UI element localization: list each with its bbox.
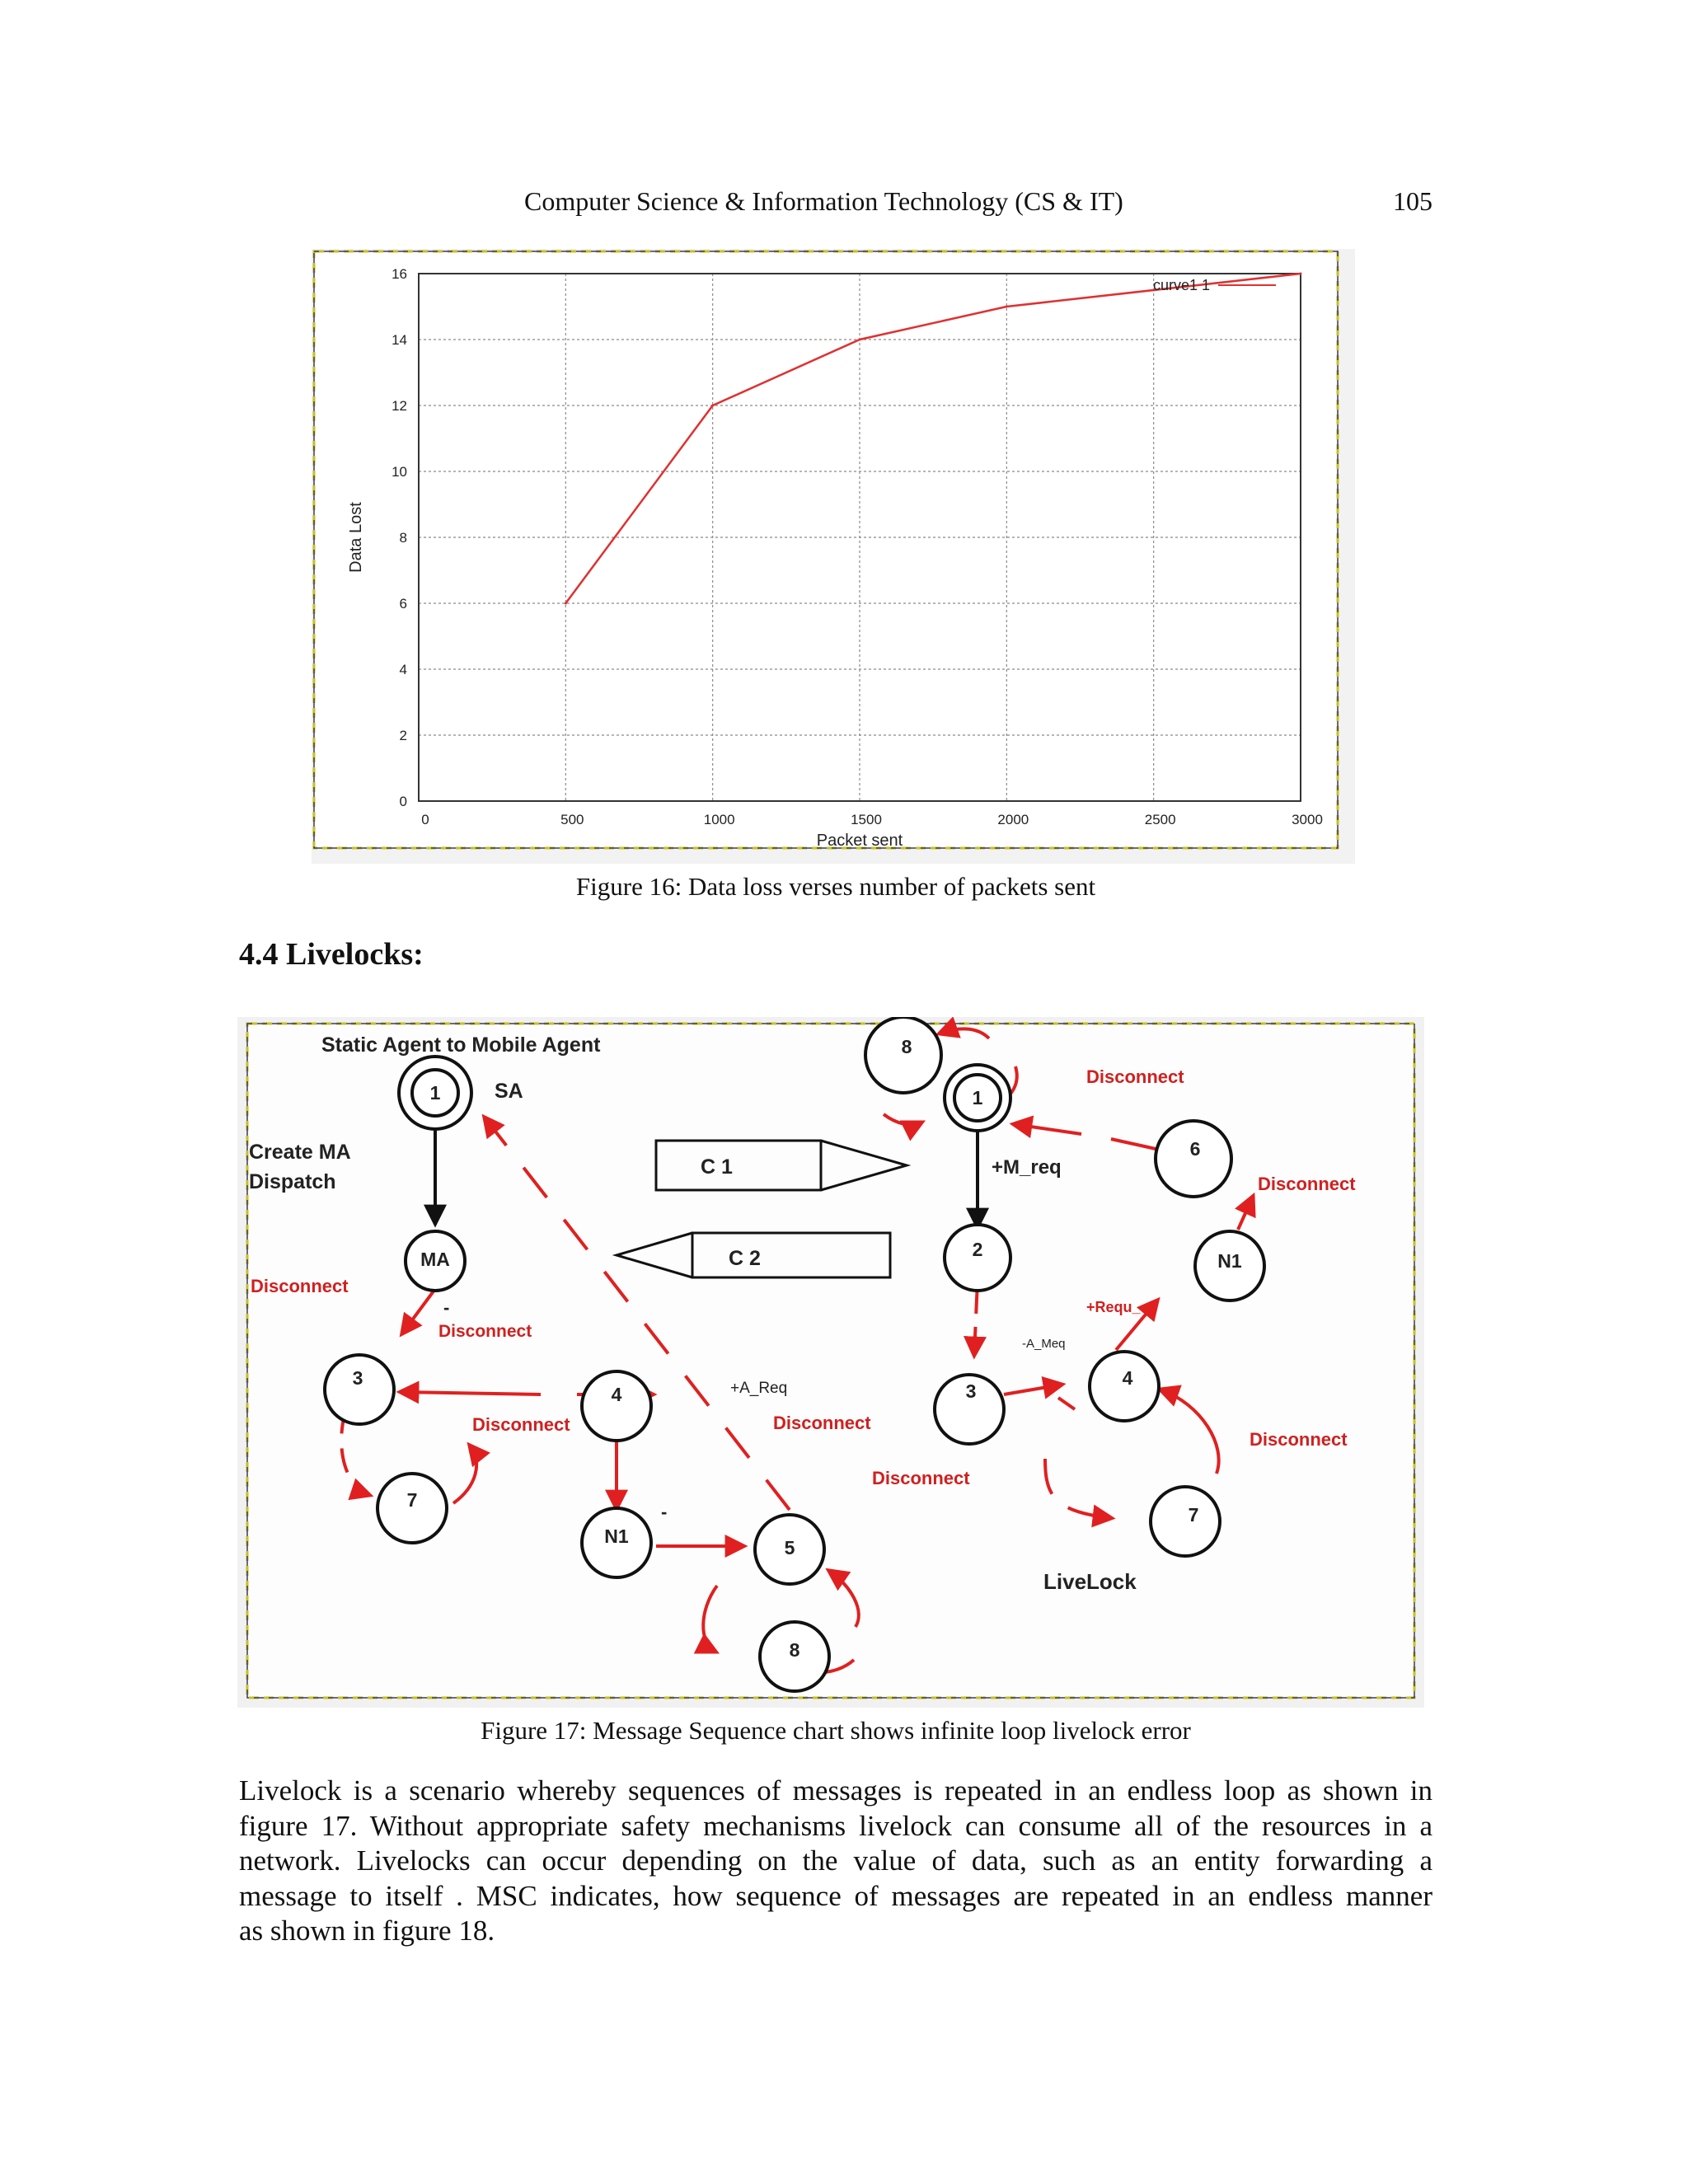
label-sa: SA: [495, 1080, 523, 1103]
data-point: [711, 405, 714, 407]
body-line: message to itself . MSC indicates, how sequence of messages are repeated in an endless manner: [239, 1879, 1432, 1912]
y-tick-label: 12: [392, 398, 407, 414]
figure-16-caption: Figure 16: Data loss verses number of packets sent: [575, 872, 1096, 901]
livelock-diagram: [237, 1017, 1424, 1708]
diagram-title: Static Agent to Mobile Agent: [321, 1033, 601, 1057]
figure-17: [237, 1017, 1424, 1708]
journal-title: Computer Science & Information Technology (CS & IT): [524, 186, 1123, 216]
label-livelock: LiveLock: [1043, 1569, 1137, 1594]
body-line: Livelock is a scenario whereby sequences of messages is repeated in an endless loop as shown in: [239, 1774, 1432, 1807]
data-point: [565, 602, 567, 605]
body-paragraph: [239, 1774, 1432, 1949]
y-tick-label: 8: [399, 530, 407, 546]
node-r6-label: 6: [1189, 1138, 1201, 1160]
page-number: 105: [1393, 186, 1432, 216]
label-dispatch: Dispatch: [249, 1170, 336, 1193]
node-7-label: 7: [406, 1489, 418, 1511]
y-tick-label: 16: [392, 266, 407, 282]
label-disconnect-ma: Disconnect: [251, 1276, 349, 1296]
x-tick-label: 2000: [997, 812, 1029, 827]
y-tick-label: 10: [392, 464, 407, 480]
node-r7-label: 7: [1188, 1504, 1199, 1526]
x-tick-label: 500: [560, 812, 584, 827]
body-line: network. Livelocks can occur depending on the value of data, such as an entity forwarding a: [239, 1844, 1432, 1877]
label-disconnect-4: Disconnect: [472, 1414, 570, 1435]
body-line: figure 17. Without appropriate safety mechanisms livelock can consume all of the resources in a: [239, 1809, 1432, 1842]
data-point: [1006, 306, 1008, 308]
data-loss-chart: [312, 249, 1355, 864]
label-a-meq: -A_Meq: [1022, 1337, 1066, 1351]
figure-16-frame: [314, 251, 1338, 848]
node-ma-label: MA: [420, 1249, 450, 1270]
x-axis-label: Packet sent: [816, 832, 903, 850]
label-create-ma: Create MA: [249, 1141, 351, 1164]
label-m-req: +M_req: [992, 1156, 1062, 1179]
node-r7: [1151, 1487, 1220, 1556]
node-4-label: 4: [611, 1384, 622, 1405]
label-c2: C 2: [729, 1247, 761, 1270]
label-disconnect-r7: Disconnect: [1250, 1429, 1348, 1450]
node-8-label: 8: [789, 1639, 800, 1661]
node-5-label: 5: [784, 1537, 795, 1558]
label-minus-ma: -: [443, 1297, 450, 1318]
label-disconnect-mid: Disconnect: [773, 1413, 871, 1433]
node-r8-label: 8: [901, 1036, 912, 1057]
label-a-req: +A_Req: [730, 1380, 788, 1397]
y-tick-label: 2: [399, 728, 407, 743]
label-minus-n1: -: [661, 1502, 668, 1522]
y-tick-label: 14: [392, 332, 407, 348]
x-tick-label: 3000: [1292, 812, 1323, 827]
node-4: [582, 1371, 651, 1441]
x-tick-label: 1000: [703, 812, 735, 827]
y-axis-label: Data Lost: [347, 502, 365, 573]
data-point: [859, 339, 861, 341]
node-r1-label: 1: [972, 1087, 983, 1108]
label-c1: C 1: [701, 1155, 733, 1179]
x-tick-label: 0: [421, 812, 429, 827]
node-3-label: 3: [352, 1367, 363, 1389]
node-r2-label: 2: [972, 1239, 983, 1260]
y-tick-label: 0: [399, 794, 407, 809]
label-disconnect-top: Disconnect: [1086, 1066, 1184, 1087]
label-disconnect-6: Disconnect: [1258, 1174, 1356, 1194]
label-disconnect-low: Disconnect: [872, 1468, 970, 1488]
running-header: [0, 186, 1688, 227]
node-n1-label: N1: [604, 1526, 629, 1547]
data-point: [1300, 273, 1302, 275]
y-tick-label: 4: [399, 662, 407, 677]
node-3: [325, 1355, 394, 1424]
section-heading: 4.4 Livelocks:: [239, 937, 424, 972]
label-disconnect-3: Disconnect: [438, 1322, 532, 1341]
node-r4-label: 4: [1122, 1367, 1133, 1389]
x-tick-label: 1500: [851, 812, 882, 827]
node-1-label: 1: [429, 1082, 441, 1104]
figure-17-caption: Figure 17: Message Sequence chart shows infinite loop livelock error: [481, 1716, 1191, 1745]
label-requ: +Requ_: [1086, 1299, 1141, 1315]
x-tick-label: 2500: [1144, 812, 1176, 827]
body-line: as shown in figure 18.: [239, 1915, 495, 1947]
y-tick-label: 6: [399, 596, 407, 612]
node-rn1-label: N1: [1217, 1250, 1242, 1272]
legend-label: curve1 1: [1152, 277, 1210, 293]
node-r3-label: 3: [965, 1380, 977, 1402]
figure-16: [312, 249, 1355, 864]
